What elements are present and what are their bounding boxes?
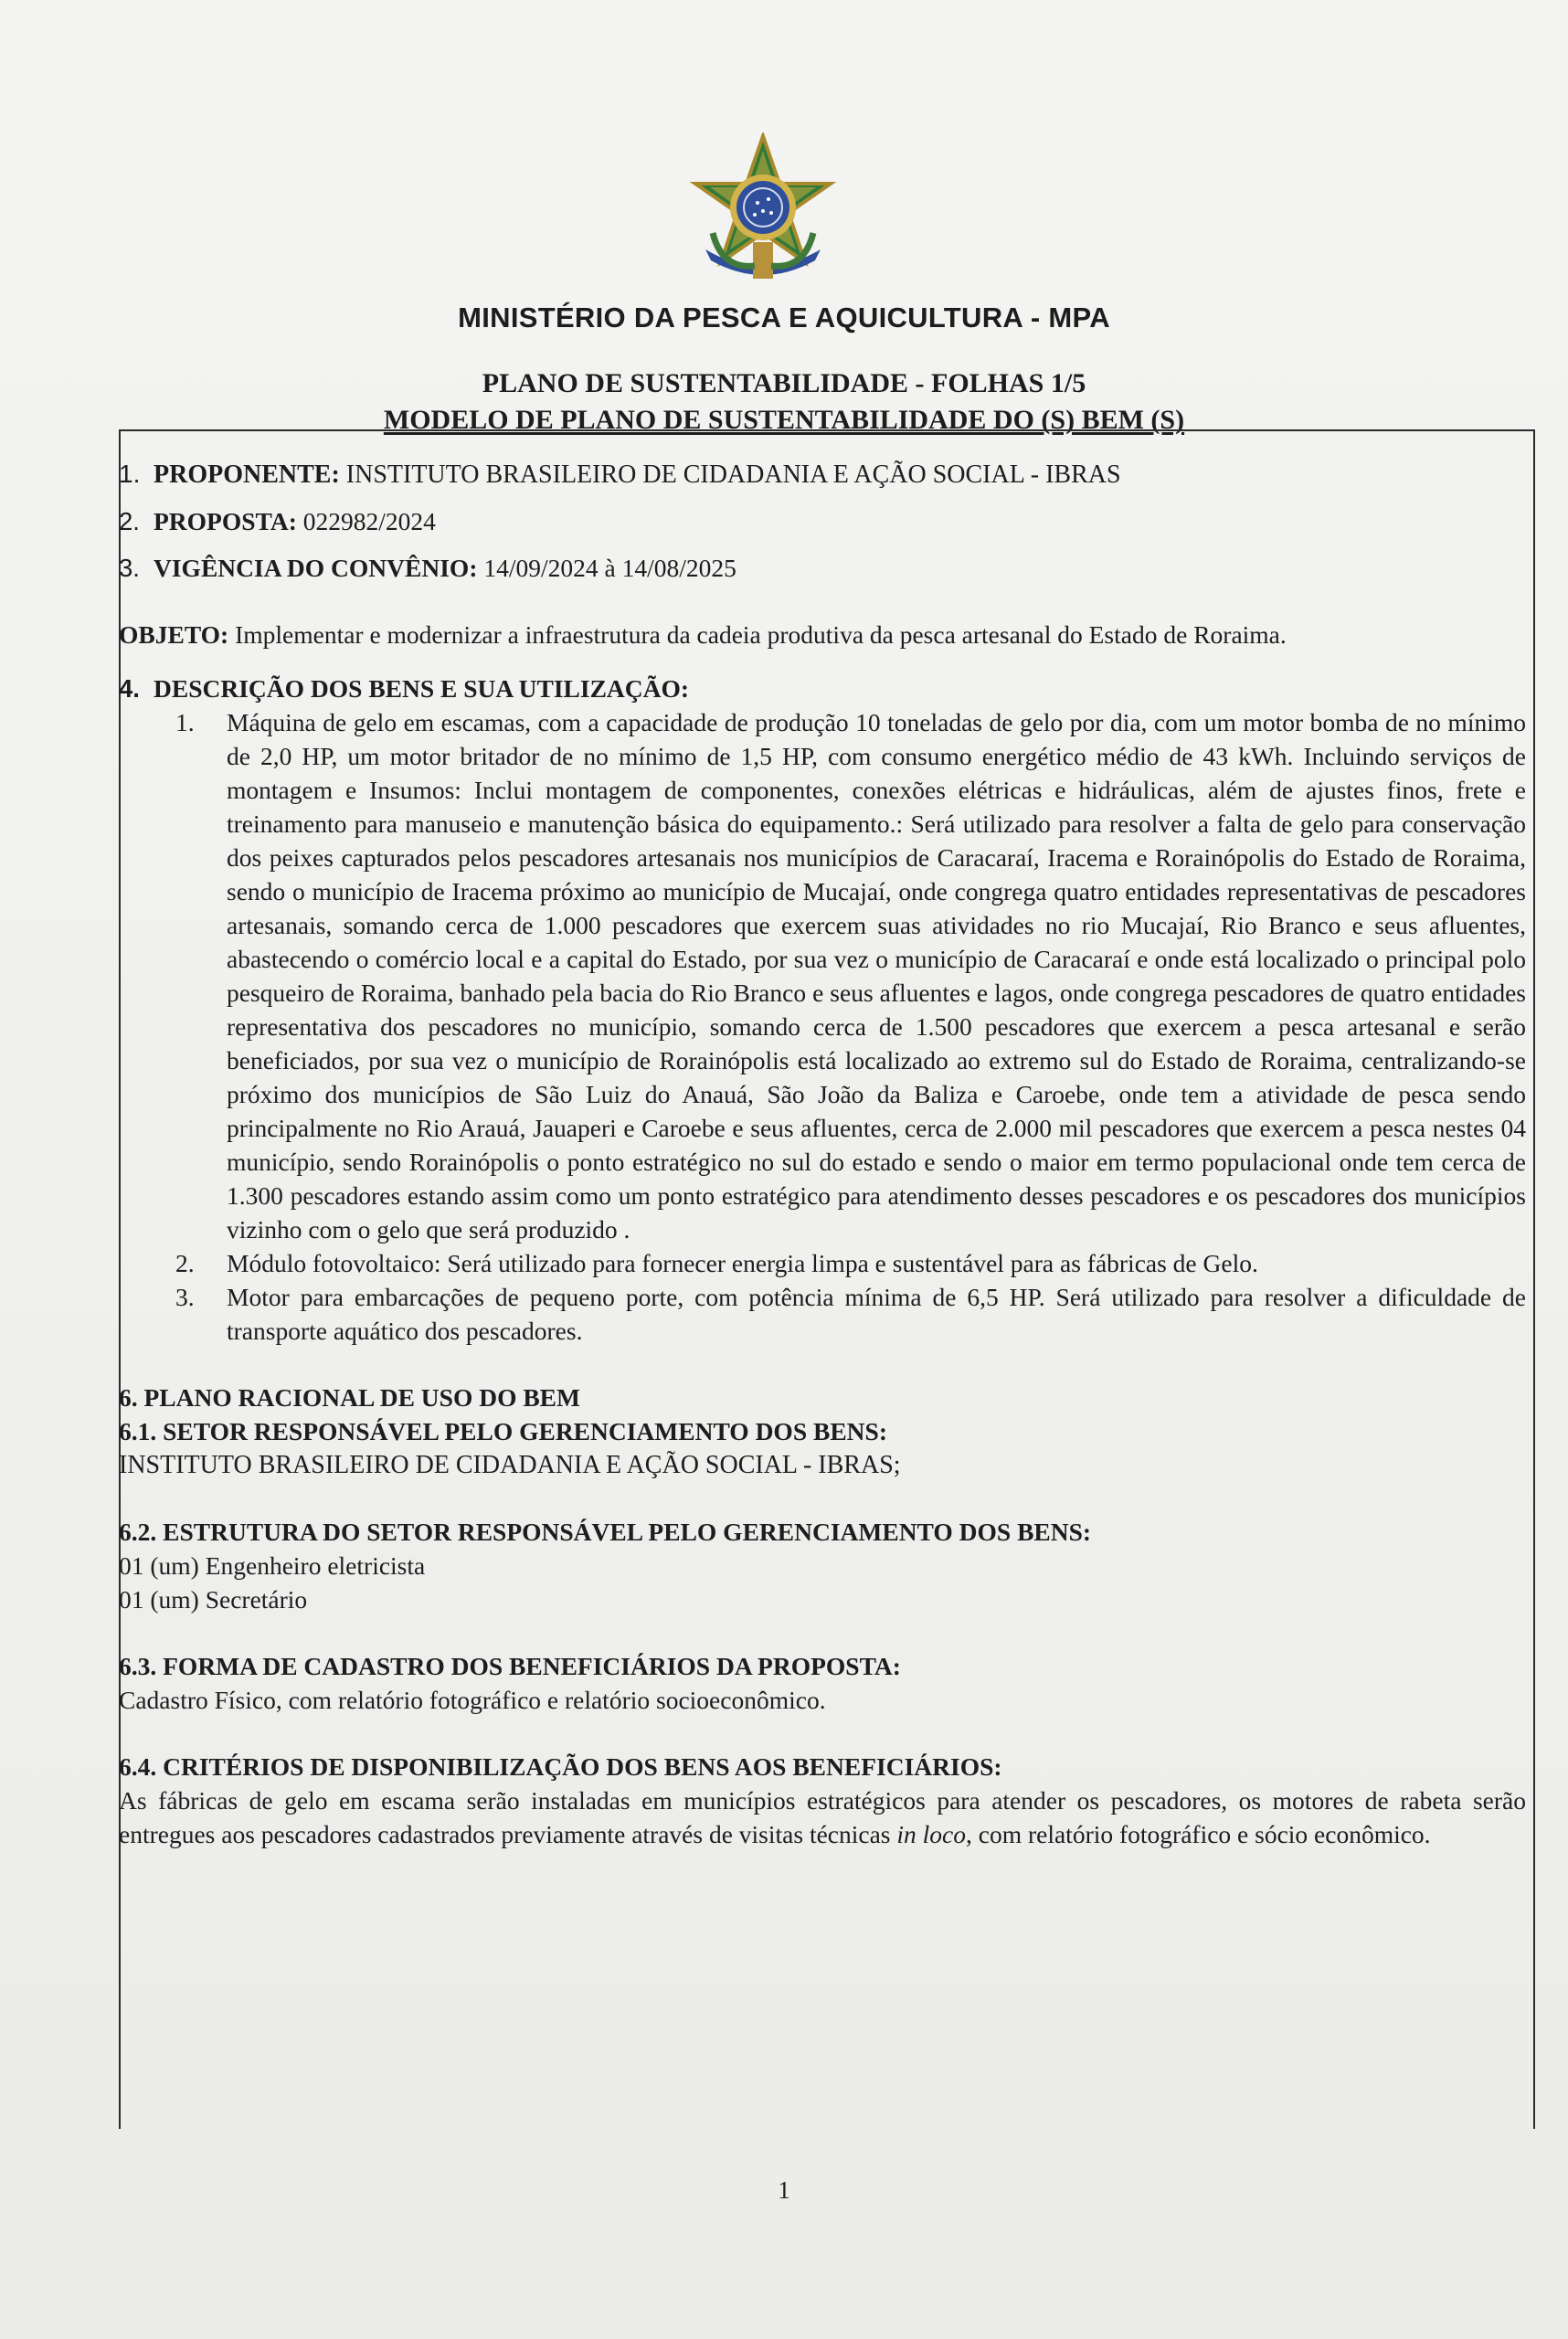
section64-heading: 6.4. CRITÉRIOS DE DISPONIBILIZAÇÃO DOS BENS AOS BENEFICIÁRIOS: bbox=[119, 1752, 1002, 1781]
bens-list bbox=[119, 705, 1526, 1348]
section61-heading: 6.1. SETOR RESPONSÁVEL PELO GERENCIAMENTO DOS BENS: bbox=[119, 1417, 887, 1445]
section61-text: INSTITUTO BRASILEIRO DE CIDADANIA E AÇÃO SOCIAL - IBRAS; bbox=[119, 1451, 901, 1479]
section63-heading: 6.3. FORMA DE CADASTRO DOS BENEFICIÁRIOS DA PROPOSTA: bbox=[119, 1652, 901, 1680]
brazil-coat-of-arms-icon bbox=[685, 132, 841, 288]
section6-heading: 6. PLANO RACIONAL DE USO DO BEM bbox=[119, 1383, 580, 1412]
section62-heading: 6.2. ESTRUTURA DO SETOR RESPONSÁVEL PELO GERENCIAMENTO DOS BENS: bbox=[119, 1518, 1092, 1546]
page-number: 1 bbox=[778, 2176, 790, 2204]
section62-line: 01 (um) Engenheiro eletricista bbox=[119, 1551, 426, 1580]
section62-line: 01 (um) Secretário bbox=[119, 1585, 308, 1614]
objeto-paragraph: OBJETO: Implementar e modernizar a infraestrutura da cadeia produtiva da pesca artesanal do Estado de Roraima. bbox=[119, 620, 1287, 649]
plan-title: PLANO DE SUSTENTABILIDADE - FOLHAS 1/5 bbox=[482, 368, 1086, 398]
field-vigencia: 3. VIGÊNCIA DO CONVÊNIO: 14/09/2024 à 14/08/2025 bbox=[119, 554, 736, 582]
list-item: 1. Máquina de gelo em escamas, com a capacidade de produção 10 toneladas de gelo por dia, com um motor bomba de no mínimo de 2,0 HP, um motor britador de no mínimo de 1,5 HP, com consumo energético médio de 43 kWh. Incluindo serviços de montagem e Insumos: Inclui montagem de componentes, conexões elétricas e hidráulicas, além de ajustes finos, frete e treinamento para manuseio e manutenção básica do equipamento.: Será utilizado para resolver a falta de gelo para conservação dos peixes capturados pelos pescadores artesanais nos municípios de Caracaraí, Iracema e Rorainópolis do Estado de Roraima, sendo o município de Iracema próximo ao município de Mucajaí, onde congrega quatro entidades representativas de pescadores artesanais, somando cerca de 1.000 pescadores que exercem suas atividades no rio Mucajaí, Rio Branco e seus afluentes, abastecendo o comércio local e a capital do Estado, por sua vez o município de Caracaraí e onde está localizado o principal polo pesqueiro de Roraima, banhado pela bacia do Rio Branco e seus afluentes e lagos, onde congrega pescadores de quatro entidades representativa dos pescadores no município, somando cerca de 1.500 pescadores que exercem a pesca artesanal e serão beneficiados, por sua vez o município de Rorainópolis está localizado ao extremo sul do Estado de Roraima, centralizando-se próximo dos municípios de São Luiz do Anauá, São João da Baliza e Caroebe, onde tem a atividade de pesca sendo principalmente no Rio Arauá, Jauaperi e Caroebe e seus afluentes, cerca de 2.000 mil pescadores que exercem a pesca nestes 04 município, sendo Rorainópolis o ponto estratégico no sul do estado e sendo o maior em termo populacional onde tem cerca de 1.300 pescadores estando assim como um ponto estratégico para atendimento desses pescadores e os pescadores dos municípios vizinho com o gelo que será produzido . bbox=[175, 708, 1526, 1244]
field-proposta: 2. PROPOSTA: 022982/2024 bbox=[119, 507, 436, 535]
section64-text: As fábricas de gelo em escama serão instaladas em municípios estratégicos para atender os pescadores, os motores de rabeta serão entregues aos pescadores cadastrados previamente através de visitas técnicas in loco, com relatório fotográfico e sócio econômico. bbox=[119, 1786, 1526, 1848]
form-content bbox=[119, 457, 1526, 1851]
section63-text: Cadastro Físico, com relatório fotográfico e relatório socioeconômico. bbox=[119, 1686, 826, 1714]
ministry-name: MINISTÉRIO DA PESCA E AQUICULTURA - MPA bbox=[458, 302, 1110, 333]
field-proponente: 1. PROPONENTE: INSTITUTO BRASILEIRO DE CIDADANIA E AÇÃO SOCIAL - IBRAS bbox=[119, 460, 1121, 489]
plan-subtitle: MODELO DE PLANO DE SUSTENTABILIDADE DO (S) BEM (S) bbox=[383, 405, 1185, 435]
list-item: 3. Motor para embarcações de pequeno porte, com potência mínima de 6,5 HP. Será utilizado para resolver a dificuldade de transporte aquático dos pescadores. bbox=[175, 1283, 1526, 1345]
section4-heading: 4. DESCRIÇÃO DOS BENS E SUA UTILIZAÇÃO: bbox=[119, 674, 690, 703]
list-item: 2. Módulo fotovoltaico: Será utilizado para fornecer energia limpa e sustentável para as fábricas de Gelo. bbox=[175, 1249, 1258, 1277]
